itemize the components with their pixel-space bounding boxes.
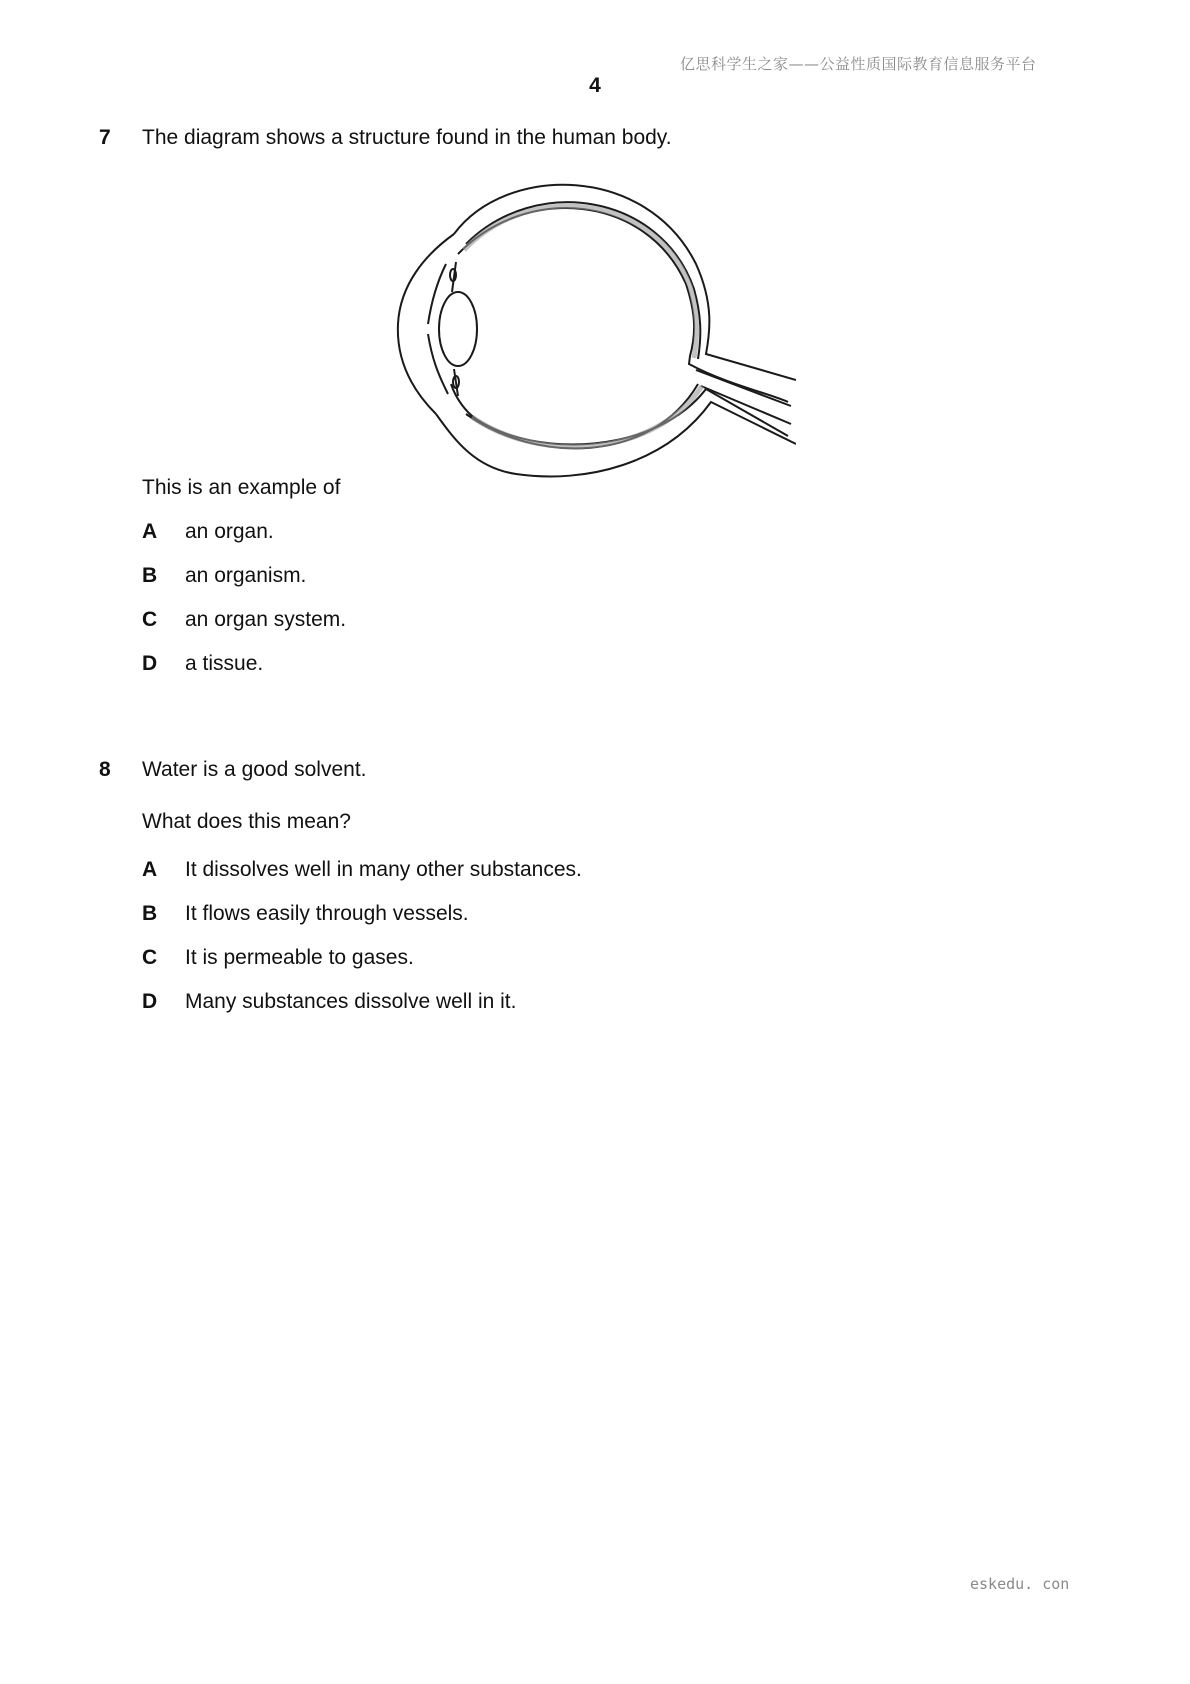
eye-lens <box>439 292 477 366</box>
question-7-option-b-letter: B <box>142 564 158 587</box>
question-8-stem: Water is a good solvent. <box>142 758 367 781</box>
question-8-option-a-text: It dissolves well in many other substances. <box>185 858 582 881</box>
question-8-option-b-letter: B <box>142 902 158 925</box>
eye-diagram <box>396 174 796 484</box>
question-7-option-a-text: an organ. <box>185 520 274 543</box>
footer-site: eskedu. con <box>970 1575 1070 1593</box>
question-7-option-b-text: an organism. <box>185 564 307 587</box>
question-7-option-d-text: a tissue. <box>185 652 264 675</box>
question-7-option-a-letter: A <box>142 520 158 543</box>
question-7-option-c-letter: C <box>142 608 158 631</box>
question-7-number: 7 <box>99 126 111 149</box>
question-7-option-c-text: an organ system. <box>185 608 347 631</box>
question-8-option-d-text: Many substances dissolve well in it. <box>185 990 517 1013</box>
eye-choroid-lower <box>466 384 698 448</box>
page-number: 4 <box>589 74 601 97</box>
question-8-number: 8 <box>99 758 111 781</box>
eye-choroid-band-lower <box>472 386 702 447</box>
question-8-option-b-text: It flows easily through vessels. <box>185 902 469 925</box>
question-8-option-a-letter: A <box>142 858 158 881</box>
eye-inner-wall <box>458 208 788 402</box>
eye-choroid-upper <box>466 202 700 359</box>
question-8-option-c-text: It is permeable to gases. <box>185 946 414 969</box>
question-7-stem: The diagram shows a structure found in the human body. <box>142 126 672 149</box>
eye-choroid-band <box>464 206 697 358</box>
question-8-prompt: What does this mean? <box>142 810 351 833</box>
header-watermark: 亿思科学生之家——公益性质国际教育信息服务平台 <box>680 55 1037 73</box>
question-7-option-d-letter: D <box>142 652 158 675</box>
question-8-option-c-letter: C <box>142 946 158 969</box>
question-7-prompt: This is an example of <box>142 476 341 499</box>
question-8-option-d-letter: D <box>142 990 158 1013</box>
